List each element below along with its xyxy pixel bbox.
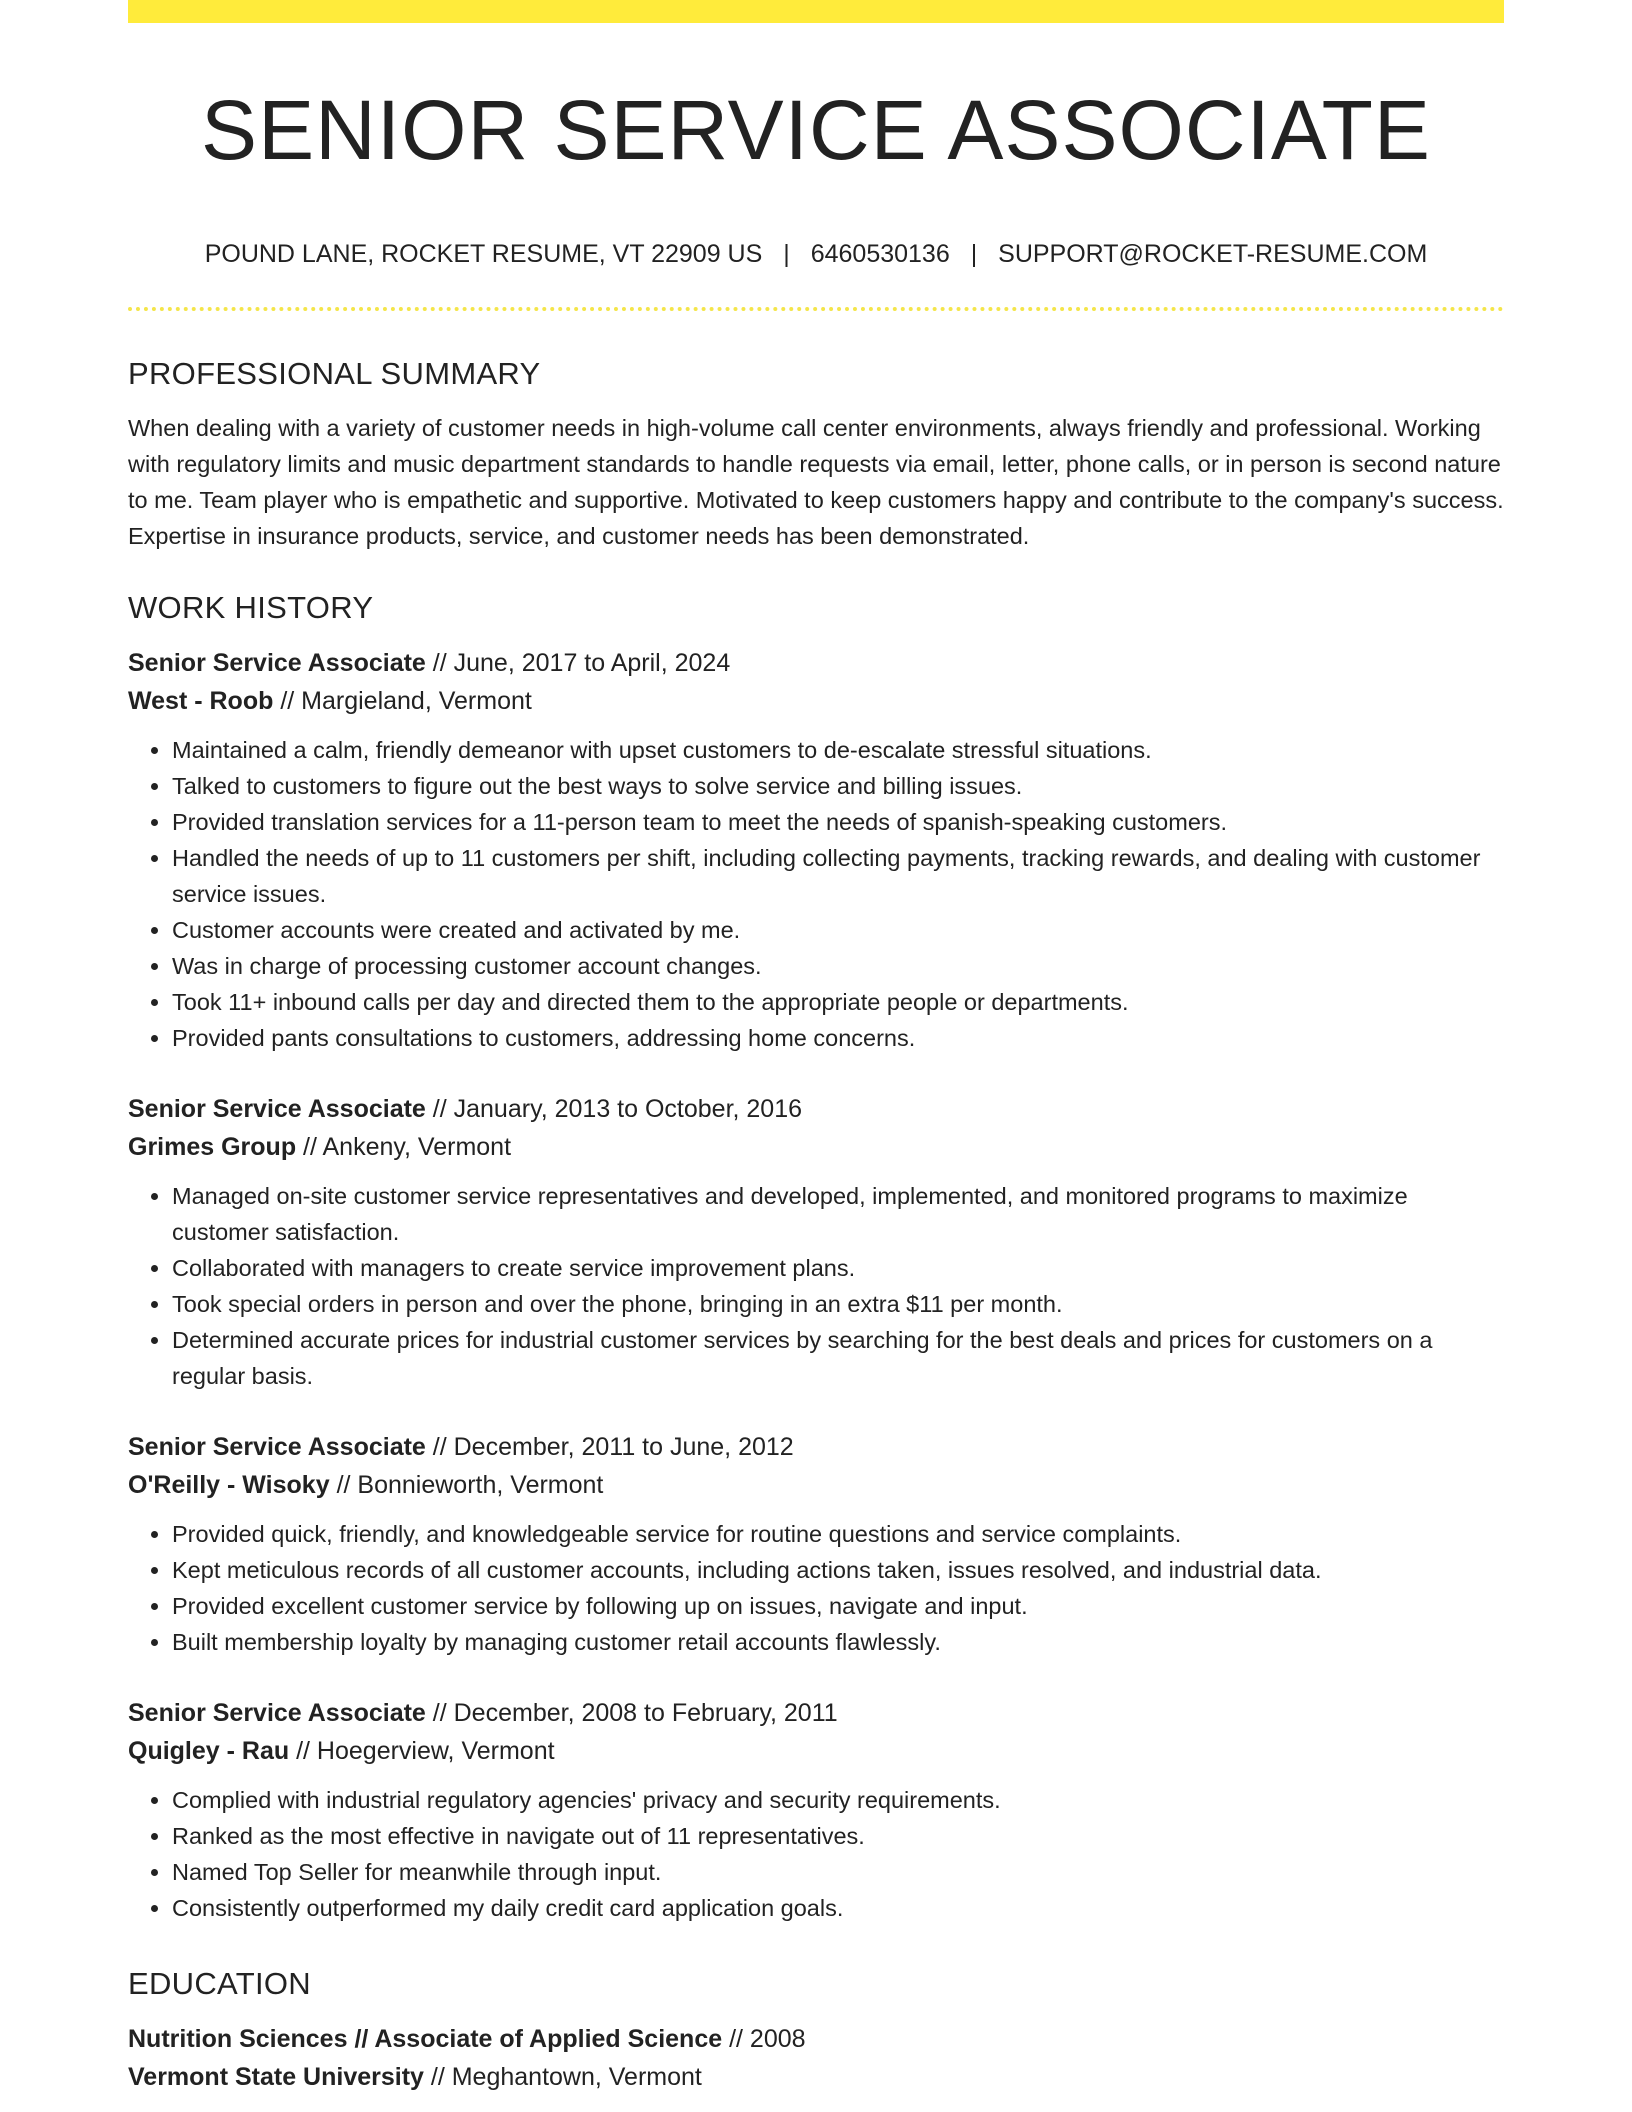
job-company-line: [128, 1466, 1504, 1504]
job-role-line: [128, 644, 1504, 682]
job-bullets: [128, 1178, 1504, 1394]
job-role-line: [128, 1694, 1504, 1732]
job-location: // Bonnieworth, Vermont: [329, 1471, 604, 1499]
job-role-line: [128, 1428, 1504, 1466]
contact-line: [128, 236, 1504, 272]
job-company: Grimes Group: [128, 1133, 297, 1161]
job-bullet: • Managed on-site customer service representatives and developed, implemented, and monitored programs to maximize customer satisfaction.: [172, 1178, 1504, 1250]
job-role: Senior Service Associate: [128, 1095, 426, 1123]
job-bullet: • Provided quick, friendly, and knowledgeable service for routine questions and service complaints.: [172, 1516, 1504, 1552]
job-bullet: • Customer accounts were created and activated by me.: [172, 912, 1504, 948]
contact-phone: 6460530136: [810, 240, 950, 268]
header-divider: [128, 307, 1504, 311]
job-bullet: • Handled the needs of up to 11 customers per shift, including collecting payments, tracking rewards, and dealing with customer service issues.: [172, 840, 1504, 912]
job-entry: [128, 1428, 1504, 1660]
job-bullet: • Ranked as the most effective in navigate out of 11 representatives.: [172, 1818, 1504, 1854]
education-school: Vermont State University: [128, 2063, 424, 2091]
job-bullet: • Consistently outperformed my daily credit card application goals.: [172, 1890, 1504, 1926]
job-bullet: • Talked to customers to figure out the best ways to solve service and billing issues.: [172, 768, 1504, 804]
job-dates: // January, 2013 to October, 2016: [425, 1095, 803, 1123]
job-role: Senior Service Associate: [128, 649, 426, 677]
job-bullet: • Provided pants consultations to customers, addressing home concerns.: [172, 1020, 1504, 1056]
job-company-line: [128, 1128, 1504, 1166]
contact-email: SUPPORT@ROCKET-RESUME.COM: [998, 240, 1428, 268]
education-school-line: [128, 2058, 1504, 2096]
accent-top-bar: [128, 0, 1504, 23]
summary-text: When dealing with a variety of customer needs in high-volume call center environments, always friendly and professional. Working with regulatory limits and music department standards to handle requests via email, letter, phone calls, or in person is second nature to me. Team player who is empathetic and supportive. Motivated to keep customers happy and contribute to the company's success. Expertise in insurance products, service, and customer needs has been demonstrated.: [128, 415, 1504, 549]
education-location: // Meghantown, Vermont: [423, 2063, 702, 2091]
education-degree: Nutrition Sciences // Associate of Applied Science: [128, 2025, 723, 2053]
summary-heading: PROFESSIONAL SUMMARY: [128, 356, 541, 391]
job-company-line: [128, 1732, 1504, 1770]
job-company: O'Reilly - Wisoky: [128, 1471, 330, 1499]
job-bullet: • Took 11+ inbound calls per day and directed them to the appropriate people or departments.: [172, 984, 1504, 1020]
job-entry: [128, 1694, 1504, 1926]
education-degree-line: [128, 2020, 1504, 2058]
job-bullet: • Built membership loyalty by managing customer retail accounts flawlessly.: [172, 1624, 1504, 1660]
job-bullets: [128, 1516, 1504, 1660]
job-bullet: • Was in charge of processing customer account changes.: [172, 948, 1504, 984]
resume-page: [128, 0, 1504, 2112]
resume-content: [128, 350, 1504, 2096]
job-bullet: • Provided translation services for a 11-person team to meet the needs of spanish-speaking customers.: [172, 804, 1504, 840]
job-bullet: • Complied with industrial regulatory agencies' privacy and security requirements.: [172, 1782, 1504, 1818]
job-role-line: [128, 1090, 1504, 1128]
job-company: West - Roob: [128, 687, 274, 715]
education-heading: EDUCATION: [128, 1966, 311, 2001]
resume-title: SENIOR SERVICE ASSOCIATE: [201, 83, 1431, 177]
job-bullet: • Provided excellent customer service by following up on issues, navigate and input.: [172, 1588, 1504, 1624]
job-bullet: • Collaborated with managers to create service improvement plans.: [172, 1250, 1504, 1286]
job-entry: [128, 644, 1504, 1056]
job-company: Quigley - Rau: [128, 1737, 290, 1765]
job-dates: // December, 2008 to February, 2011: [425, 1699, 838, 1727]
job-location: // Ankeny, Vermont: [296, 1133, 512, 1161]
work-history-list: [128, 644, 1504, 1926]
job-entry: [128, 1090, 1504, 1394]
contact-address: POUND LANE, ROCKET RESUME, VT 22909 US: [204, 240, 763, 268]
job-bullet: • Named Top Seller for meanwhile through input.: [172, 1854, 1504, 1890]
job-location: // Hoegerview, Vermont: [289, 1737, 555, 1765]
education-year: // 2008: [722, 2025, 806, 2053]
job-bullet: • Maintained a calm, friendly demeanor with upset customers to de-escalate stressful situations.: [172, 732, 1504, 768]
job-dates: // June, 2017 to April, 2024: [425, 649, 731, 677]
job-role: Senior Service Associate: [128, 1433, 426, 1461]
job-company-line: [128, 682, 1504, 720]
job-bullet: • Took special orders in person and over the phone, bringing in an extra $11 per month.: [172, 1286, 1504, 1322]
job-bullet: • Kept meticulous records of all customer accounts, including actions taken, issues resolved, and industrial data.: [172, 1552, 1504, 1588]
job-bullets: [128, 732, 1504, 1056]
job-bullets: [128, 1782, 1504, 1926]
job-location: // Margieland, Vermont: [273, 687, 532, 715]
contact-separator: |: [970, 240, 978, 268]
job-role: Senior Service Associate: [128, 1699, 426, 1727]
contact-separator: |: [783, 240, 790, 268]
work-history-heading: WORK HISTORY: [128, 590, 374, 625]
job-dates: // December, 2011 to June, 2012: [425, 1433, 794, 1461]
job-bullet: • Determined accurate prices for industrial customer services by searching for the best deals and prices for customers on a regular basis.: [172, 1322, 1504, 1394]
